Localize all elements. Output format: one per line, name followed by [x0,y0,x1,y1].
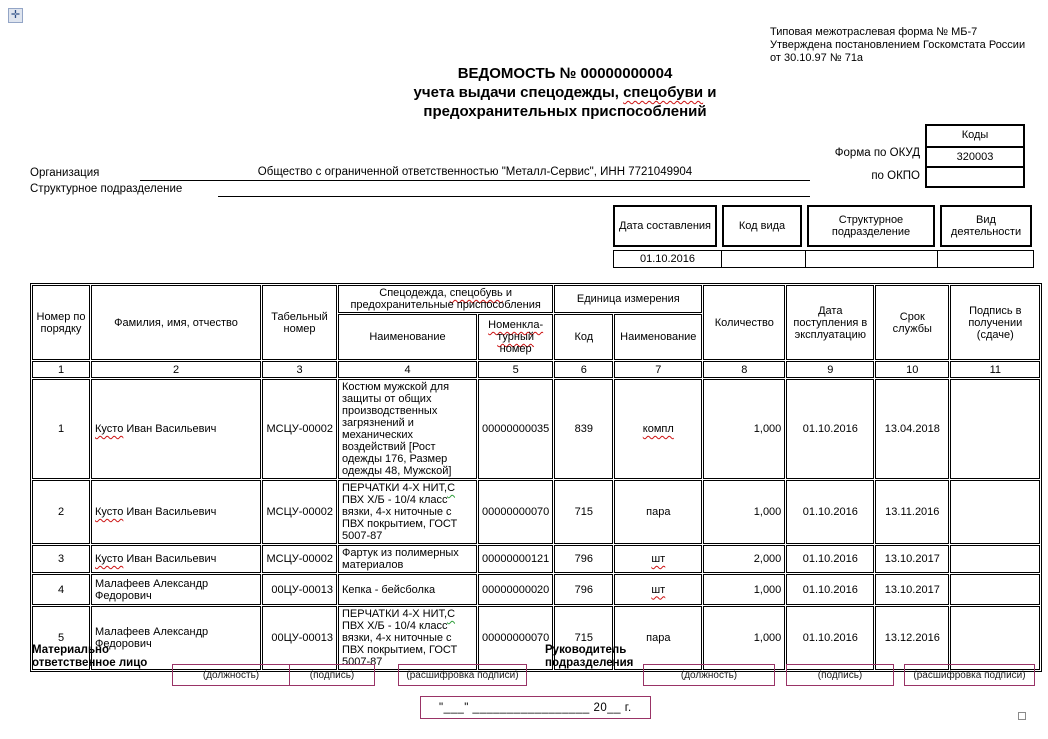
okud-label: Форма по ОКУД [834,147,920,159]
responsible-signature-fields [172,664,375,686]
doc-date-value: 01.10.2016 [613,250,722,268]
transcript-field[interactable]: (расшифровка подписи) [904,664,1035,686]
doc-date-header: Дата составления [613,205,717,247]
activity-header: Вид деятельности [940,205,1032,247]
move-cross-glyph: ✛ [10,9,21,21]
table-row: 4 Малафеев Александр Федорович 00ЦУ-00013 Кепка - бейсболка 00000000020 796 шт 1,000 01.10.2016 13.10.2017 [32,574,1040,605]
misspelled-word: шт [651,553,666,565]
misspelled-word: Кусто [95,506,124,518]
position-field[interactable]: (должность) [172,664,290,686]
date-fill-field[interactable]: "___" _________________ 20__ г. [420,696,651,719]
misspelled-word: компл [642,423,674,435]
grammar-flagged-word: С [447,482,456,494]
form-approval-line-2: Утверждена постановлением Госкомстата России [770,39,1026,51]
header-personnel-number: Табельный номер [262,285,337,360]
title-line-1: ВЕДОМОСТЬ № 00000000004 [457,65,673,82]
header-item-name: Наименование [338,314,477,360]
department-header: Структурное подразделение [807,205,935,247]
title-line-2: учета выдачи спецодежды, спецобуви и [413,84,717,101]
misspelled-word: Кусто [95,423,124,435]
position-field[interactable]: (должность) [643,664,775,686]
header-fio: Фамилия, имя, отчество [91,285,261,360]
signature-field[interactable]: (подпись) [289,664,375,686]
department-value-cell [805,250,938,268]
department-value [218,182,810,197]
codes-header-cell: Коды [961,129,989,141]
responsible-person-label: Материально ответственное лицо [32,644,148,669]
header-group-items: Спецодежда, спецобувь и предохранительные приспособления [338,285,553,313]
table-row: 1 Кусто Иван Васильевич МСЦУ-00002 Костюм мужской для защиты от общих производственных загрязнений и механических воздействий [Рост одежды 176, Размер одежды 48, Мужской] 00000000035 839 компл 1,000 01.10.2016 13.04.2018 [32,379,1040,479]
misspelled-word: спецобувь [449,287,503,299]
activity-value [937,250,1034,268]
form-approval-line-3: от 30.10.97 № 71а [770,52,864,64]
kind-code-header: Код вида [722,205,802,247]
column-numbers-row: 1 2 3 4 5 6 7 8 9 10 11 [32,361,1040,378]
table-row: 5 Малафеев Александр Федорович 00ЦУ-00013 ПЕРЧАТКИ 4-Х НИТ,С ПВХ Х/Б - 10/4 класс вязки, 4-х ниточные с ПВХ покрытием, ГОСТ 5007-87 00000000070 715 пара 1,000 01.10.2016 13.12.2016 [32,606,1040,670]
signature-cell [950,606,1040,670]
document-info-headers [613,205,1034,247]
form-approval-line-1: Типовая межотраслевая форма № МБ-7 [770,26,978,38]
grammar-flagged-word: С [447,608,456,620]
header-row-number: Номер по порядку [32,285,90,360]
transcript-field[interactable]: (расшифровка подписи) [398,664,527,686]
signature-cell [950,480,1040,544]
header-unit-code: Код [554,314,613,360]
document-title [300,64,830,121]
title-line-3: предохранительных приспособлений [423,103,707,120]
document-info-values [613,250,1034,268]
document-info-section [613,205,1034,268]
organization-value: Общество с ограниченной ответственностью "Металл-Сервис", ИНН 7721049904 [140,166,810,181]
resize-handle[interactable] [1018,712,1026,720]
header-unit-name: Наименование [614,314,702,360]
table-row: 2 Кусто Иван Васильевич МСЦУ-00002 ПЕРЧАТКИ 4-Х НИТ,С ПВХ Х/Б - 10/4 класс вязки, 4-х ниточные с ПВХ покрытием, ГОСТ 5007-87 00000000070 715 пара 1,000 01.10.2016 13.11.2016 [32,480,1040,544]
okpo-value-cell [927,166,1023,186]
header-nomenclature-number: Номенкла-турный номер [478,314,553,360]
table-row: 3 Кусто Иван Васильевич МСЦУ-00002 Фартук из полимерных материалов 00000000121 796 шт 2,000 01.10.2016 13.10.2017 [32,545,1040,573]
misspelled-word: шт [651,583,666,596]
signature-cell [950,574,1040,605]
department-label: Структурное подразделение [30,183,183,195]
header-date-in-service: Дата поступления в эксплуатацию [786,285,874,360]
signature-cell [950,379,1040,479]
signature-field[interactable]: (подпись) [786,664,894,686]
kind-code-value [721,250,806,268]
misspelled-word: спецобуви [623,84,704,101]
header-signature: Подпись в получении (сдаче) [950,285,1040,360]
header-quantity: Количество [703,285,785,360]
okud-value-cell: 320003 [927,146,1023,166]
signature-cell [950,545,1040,573]
form-approval-note [770,26,1038,65]
okpo-label: по ОКПО [871,170,920,182]
header-service-life: Срок службы [875,285,949,360]
codes-box [925,124,1025,188]
department-head-label: Руководитель подразделения [545,644,634,669]
organization-label: Организация [30,167,100,179]
misspelled-word: Номенкла-турный [488,319,544,343]
misspelled-word: Кусто [95,553,124,565]
move-anchor-icon[interactable] [8,8,23,23]
issue-record-table [30,283,1042,672]
header-group-unit: Единица измерения [554,285,702,313]
